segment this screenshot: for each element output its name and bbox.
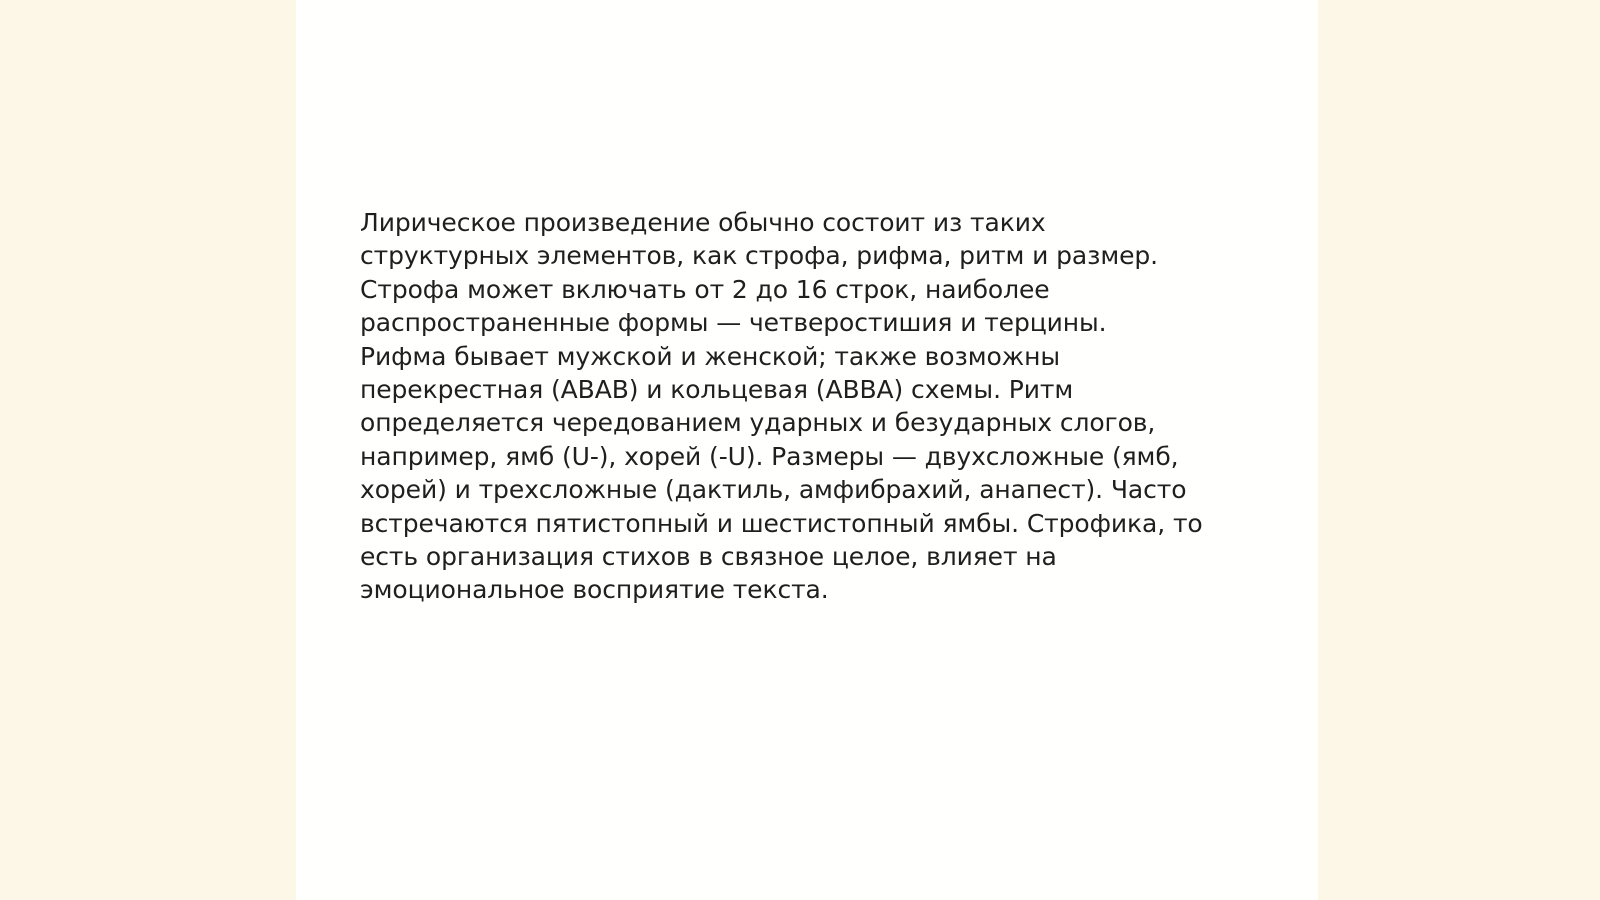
paragraph-line: например, ямб (U-), хорей (-U). Размеры — двухсложные (ямб, (360, 441, 1179, 471)
body-paragraph (360, 206, 1260, 607)
left-margin-panel (0, 0, 296, 900)
paragraph-line: встречаются пятистопный и шестистопный ямбы. Строфика, то (360, 508, 1203, 538)
paragraph-line: Строфа может включать от 2 до 16 строк, наиболее (360, 274, 1050, 304)
paragraph-line: перекрестная (ABAB) и кольцевая (ABBA) схемы. Ритм (360, 375, 1074, 405)
right-margin-panel (1318, 0, 1600, 900)
document-page (296, 0, 1318, 900)
paragraph-line: Лирическое произведение обычно состоит из таких (360, 208, 1046, 237)
paragraph-line: определяется чередованием ударных и безударных слогов, (360, 408, 1156, 438)
paragraph-line: есть организация стихов в связное целое, влияет на (360, 542, 1057, 572)
paragraph-line: Рифма бывает мужской и женской; также возможны (360, 341, 1060, 371)
paragraph-line: распространенные формы — четверостишия и терцины. (360, 308, 1107, 338)
paragraph-line: структурных элементов, как строфа, рифма, ритм и размер. (360, 241, 1158, 271)
paragraph-line: хорей) и трехсложные (дактиль, амфибрахий, анапест). Часто (360, 475, 1187, 505)
paragraph-line: эмоциональное восприятие текста. (360, 575, 829, 605)
